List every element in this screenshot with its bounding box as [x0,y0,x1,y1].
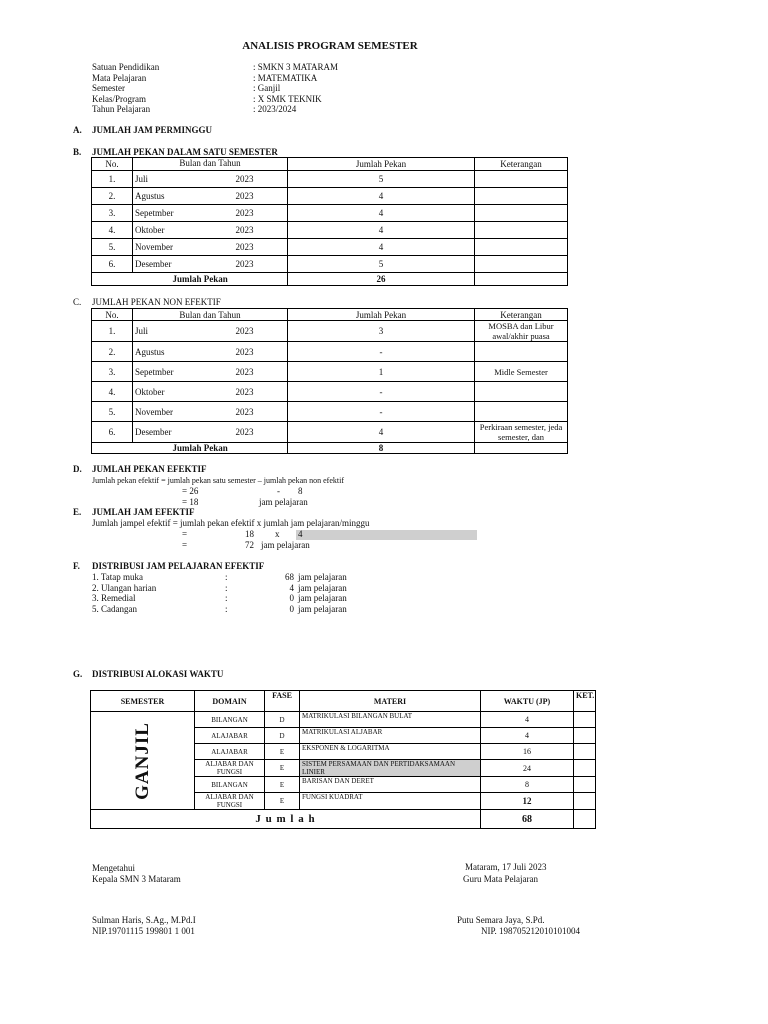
table-row [92,422,568,443]
semester-label: GANJIL [131,721,153,800]
row-weeks: 4 [288,422,475,443]
row-weeks: 5 [288,256,475,273]
effective-weeks-value: 18 [245,529,254,539]
dist-colon: : [225,572,228,582]
row-month: November [133,239,234,256]
row-note [475,342,568,362]
row-year: 2023 [234,256,288,273]
non-effective-weeks-table [91,308,568,454]
table-row [92,342,568,362]
row-weeks: 5 [288,171,475,188]
row-waktu: 24 [481,760,574,777]
sig-right-line1: Mataram, 17 Juli 2023 [465,862,547,872]
col-weeks: Jumlah Pekan [288,158,475,171]
page-title: ANALISIS PROGRAM SEMESTER [242,40,418,52]
col-no: No. [92,158,133,171]
dist-value: 68 [285,572,294,582]
row-ket [574,712,596,728]
row-materi: SISTEM PERSAMAAN DAN PERTIDAKSAMAAN LINIER [300,760,481,777]
row-materi: MATRIKULASI ALJABAR [300,728,481,744]
row-note [475,239,568,256]
row-month: Juli [133,321,234,342]
col-month: Bulan dan Tahun [133,309,288,321]
col-note: Keterangan [475,309,568,321]
row-domain: ALJABAR DAN FUNGSI [195,793,265,810]
row-no: 1. [92,171,133,188]
section-c-letter: C. [73,297,82,307]
sig-left-nip: NIP.19701115 199801 1 001 [92,926,195,936]
row-month: Agustus [133,342,234,362]
row-no: 5. [92,402,133,422]
time-allocation-table [90,690,596,829]
row-year: 2023 [234,171,288,188]
row-ket [574,744,596,760]
dist-label: 2. Ulangan harian [92,582,157,593]
effective-hours-total: 72 [245,540,254,550]
sig-left-line2: Kepala SMN 3 Mataram [92,874,181,884]
dist-colon: : [225,593,228,603]
row-weeks: - [288,342,475,362]
effective-weeks-unit: jam pelajaran [259,497,308,507]
col-waktu: WAKTU (JP) [481,691,574,712]
section-d-letter: D. [73,464,82,474]
dist-value: 0 [289,603,294,614]
allocation-row [91,712,596,728]
row-waktu: 4 [481,712,574,728]
header-value: : Ganjil [253,83,281,93]
table-row [92,256,568,273]
total-value: 8 [288,443,475,454]
row-month: November [133,402,234,422]
col-month: Bulan dan Tahun [133,158,288,171]
non-effective-value: 8 [298,486,303,496]
row-waktu: 16 [481,744,574,760]
row-note: Perkiraan semester, jeda semester, dan [475,422,568,443]
dist-unit: jam pelajaran [298,582,347,593]
col-weeks: Jumlah Pekan [288,309,475,321]
row-year: 2023 [234,205,288,222]
row-year: 2023 [234,362,288,382]
row-year: 2023 [234,239,288,256]
row-fase: D [265,728,300,744]
row-no: 3. [92,205,133,222]
row-fase: D [265,712,300,728]
dist-unit: jam pelajaran [298,603,347,614]
dist-colon: : [225,603,228,614]
col-no: No. [92,309,133,321]
header-value: : X SMK TEKNIK [253,93,322,104]
row-waktu: 8 [481,777,574,793]
col-domain: DOMAIN [195,691,265,712]
effective-weeks-eq1: = 26 [182,486,199,496]
header-label: Satuan Pendidikan [92,62,160,72]
row-ket [574,793,596,810]
row-year: 2023 [234,342,288,362]
allocation-total-label: J u m l a h [91,810,481,829]
multiply-sign: x [275,529,280,539]
header-label: Kelas/Program [92,93,146,104]
row-no: 2. [92,342,133,362]
dist-label: 1. Tatap muka [92,572,143,582]
total-value: 26 [288,273,475,286]
row-no: 4. [92,222,133,239]
section-e-title: JUMLAH JAM EFEKTIF [92,507,195,517]
table-row [92,382,568,402]
dist-label: 5. Cadangan [92,603,137,614]
dist-colon: : [225,582,228,593]
table-row [92,239,568,256]
col-fase: FASE [265,691,300,712]
row-domain: BILANGAN [195,777,265,793]
header-label: Mata Pelajaran [92,72,147,83]
row-no: 1. [92,321,133,342]
row-weeks: 4 [288,188,475,205]
row-month: Oktober [133,222,234,239]
row-note [475,256,568,273]
row-note [475,188,568,205]
eq-sign-1: = [182,529,188,539]
row-note [475,222,568,239]
row-materi: MATRIKULASI BILANGAN BULAT [300,712,481,728]
row-month: Desember [133,422,234,443]
row-no: 2. [92,188,133,205]
row-month: Desember [133,256,234,273]
effective-hours-unit: jam pelajaran [261,540,310,550]
row-no: 6. [92,422,133,443]
row-month: Agustus [133,188,234,205]
row-weeks: 4 [288,239,475,256]
row-fase: E [265,777,300,793]
row-ket [574,728,596,744]
total-label: Jumlah Pekan [133,443,288,454]
row-month: Juli [133,171,234,188]
section-b-title: JUMLAH PEKAN DALAM SATU SEMESTER [92,147,278,157]
weeks-table [91,157,568,286]
allocation-total-value: 68 [481,810,574,829]
row-month: Sepetmber [133,205,234,222]
table-row [92,188,568,205]
table-row [92,171,568,188]
row-year: 2023 [234,188,288,205]
row-year: 2023 [234,382,288,402]
sig-right-line2: Guru Mata Pelajaran [463,874,538,884]
effective-weeks-formula: Jumlah pekan efektif = jumlah pekan satu semester – jumlah pekan non efektif [92,476,344,485]
section-c-title: JUMLAH PEKAN NON EFEKTIF [92,297,221,307]
row-month: Sepetmber [133,362,234,382]
col-note: Keterangan [475,158,568,171]
dist-unit: jam pelajaran [298,572,347,582]
total-label: Jumlah Pekan [133,273,288,286]
effective-hours-formula: Jumlah jampel efektif = jumlah pekan efektif x jumlah jam pelajaran/minggu [92,518,370,528]
row-note [475,382,568,402]
row-weeks: 4 [288,205,475,222]
row-note: MOSBA dan Libur awal/akhir puasa [475,321,568,342]
row-domain: ALAJABAR [195,744,265,760]
row-weeks: - [288,402,475,422]
row-year: 2023 [234,321,288,342]
col-semester: SEMESTER [91,691,195,712]
row-fase: E [265,744,300,760]
row-no: 5. [92,239,133,256]
row-materi: EKSPONEN & LOGARITMA [300,744,481,760]
row-ket [574,777,596,793]
section-f-title: DISTRIBUSI JAM PELAJARAN EFEKTIF [92,561,265,571]
sig-left-line1: Mengetahui [92,863,135,873]
header-label: Semester [92,83,125,93]
section-f-letter: F. [73,561,80,571]
row-weeks: - [288,382,475,402]
header-value: : SMKN 3 MATARAM [253,62,339,72]
row-note [475,171,568,188]
semester-cell [91,712,195,810]
row-domain: ALAJABAR [195,728,265,744]
header-label: Tahun Pelajaran [92,104,151,114]
section-g-letter: G. [73,669,83,679]
row-weeks: 4 [288,222,475,239]
row-no: 4. [92,382,133,402]
row-year: 2023 [234,222,288,239]
row-weeks: 1 [288,362,475,382]
row-year: 2023 [234,422,288,443]
dist-value: 4 [289,582,294,593]
row-note: Midle Semester [475,362,568,382]
dist-label: 3. Remedial [92,593,136,603]
section-a-letter: A. [73,125,82,135]
table-row [92,205,568,222]
header-value: : 2023/2024 [253,104,297,114]
dist-value: 0 [289,593,294,603]
eq-sign-2: = [182,540,188,550]
row-fase: E [265,793,300,810]
sig-left-name: Sulman Haris, S.Ag., M.Pd.I [92,915,196,925]
table-row [92,402,568,422]
row-no: 3. [92,362,133,382]
section-a-title: JUMLAH JAM PERMINGGU [92,125,212,135]
section-d-title: JUMLAH PEKAN EFEKTIF [92,464,207,474]
row-no: 6. [92,256,133,273]
sig-right-nip: NIP. 198705212010101004 [481,926,581,936]
minus-sign: - [277,486,280,496]
row-weeks: 3 [288,321,475,342]
section-g-title: DISTRIBUSI ALOKASI WAKTU [92,669,224,679]
header-value: : MATEMATIKA [253,72,318,83]
row-fase: E [265,760,300,777]
row-ket [574,760,596,777]
dist-unit: jam pelajaran [298,593,347,603]
effective-weeks-result: = 18 [182,497,199,507]
hours-per-week-value: 4 [298,529,303,539]
section-b-letter: B. [73,147,82,157]
hours-per-week-cell [296,530,477,540]
row-waktu: 4 [481,728,574,744]
table-row [92,362,568,382]
row-year: 2023 [234,402,288,422]
sig-right-name: Putu Semara Jaya, S.Pd. [457,915,545,925]
section-e-letter: E. [73,507,82,517]
row-materi: FUNGSI KUADRAT [300,793,481,810]
row-materi: BARISAN DAN DERET [300,777,481,793]
col-ket: KET. [574,691,596,712]
row-note [475,205,568,222]
row-waktu: 12 [481,793,574,810]
col-materi: MATERI [300,691,481,712]
row-note [475,402,568,422]
table-row [92,321,568,342]
row-domain: BILANGAN [195,712,265,728]
row-domain: ALJABAR DAN FUNGSI [195,760,265,777]
row-month: Oktober [133,382,234,402]
table-row [92,222,568,239]
